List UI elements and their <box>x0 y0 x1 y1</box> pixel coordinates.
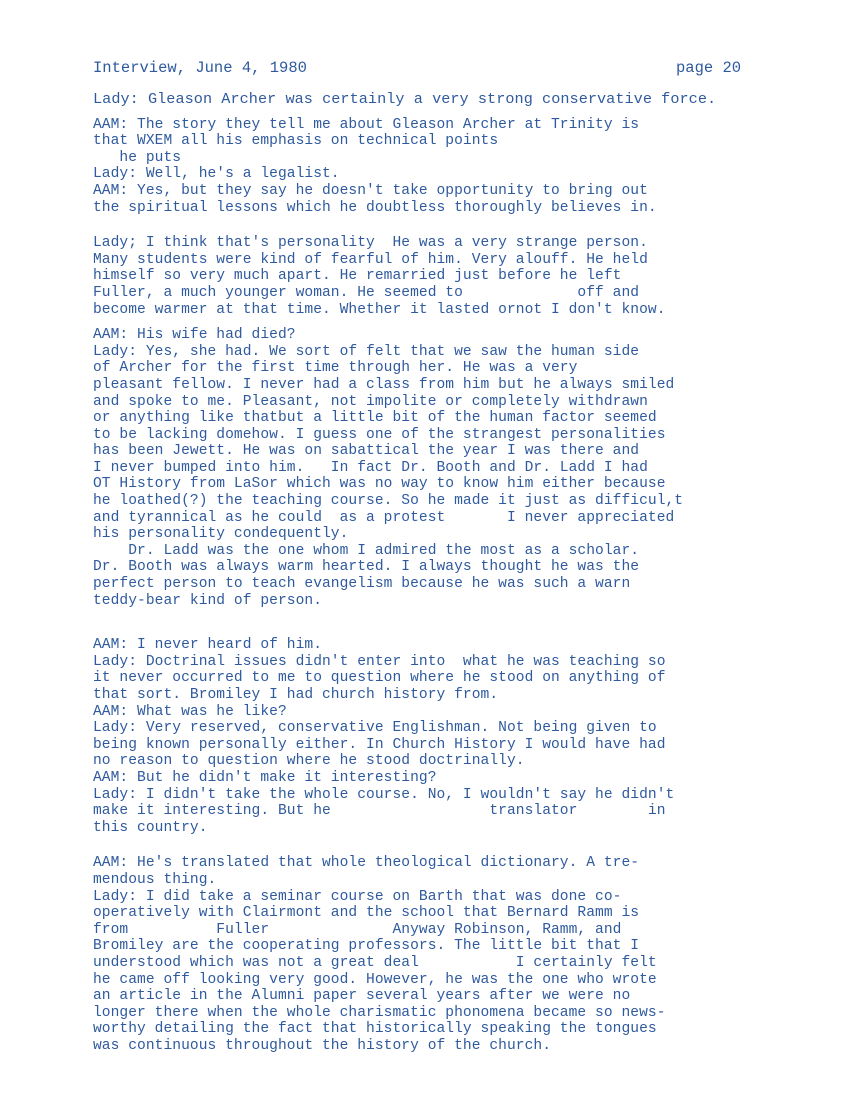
transcript-line: his personality condequently. <box>93 526 349 543</box>
transcript-paragraph <box>93 117 833 217</box>
transcript-line: he came off looking very good. However, he was the one who wrote <box>93 971 657 988</box>
paragraph-gap <box>93 108 833 117</box>
transcript-paragraph <box>93 637 833 836</box>
page-header-title: Interview, June 4, 1980 <box>93 59 307 77</box>
transcript-line: this country. <box>93 819 208 836</box>
transcript-line: it never occurred to me to question where he stood on anything of <box>93 670 666 687</box>
transcript-line: Dr. Ladd was the one whom I admired the most as a scholar. <box>93 542 640 559</box>
transcript-line: Lady; I think that's personality He was a very strange person. <box>93 235 648 252</box>
transcript-line: Lady: Well, he's a legalist. <box>93 166 340 183</box>
transcript-line: an article in the Alumni paper several years after we were no <box>93 988 631 1005</box>
transcript-line: no reason to question where he stood doctrinally. <box>93 753 525 770</box>
transcript-line: and tyrannical as he could as a protest I never appreciated <box>93 509 675 526</box>
transcript-line: longer there when the whole charismatic phonomena became so news- <box>93 1004 666 1021</box>
transcript-line: Bromiley are the cooperating professors. The little bit that I <box>93 938 640 955</box>
transcript-line: AAM: He's translated that whole theological dictionary. A tre- <box>93 855 640 872</box>
transcript-line: to be lacking domehow. I guess one of the strangest personalities <box>93 426 666 443</box>
transcript-line: operatively with Clairmont and the school that Bernard Ramm is <box>93 905 640 922</box>
transcript-line: from Fuller Anyway Robinson, Ramm, and <box>93 921 622 938</box>
transcript-line: that WXEM all his emphasis on technical points <box>93 133 499 150</box>
transcript-paragraph <box>93 855 833 1054</box>
transcript-line: perfect person to teach evangelism because he was such a warn <box>93 576 631 593</box>
transcript-line: Lady: I did take a seminar course on Barth that was done co- <box>93 888 622 905</box>
transcript-line: Lady: Doctrinal issues didn't enter into what he was teaching so <box>93 653 666 670</box>
paragraph-gap <box>93 216 833 235</box>
transcript-line: he puts <box>93 149 182 166</box>
transcript-line: AAM: The story they tell me about Gleason Archer at Trinity is <box>93 116 640 133</box>
transcript-line: or anything like thatbut a little bit of the human factor seemed <box>93 410 657 427</box>
transcript-line: worthy detailing the fact that historically speaking the tongues <box>93 1021 657 1038</box>
transcript-line: Lady: Very reserved, conservative Englishman. Not being given to <box>93 720 657 737</box>
transcript-line: himself so very much apart. He remarried just before he left <box>93 268 622 285</box>
transcript-paragraph <box>93 91 833 108</box>
transcript-line: Fuller, a much younger woman. He seemed to off and <box>93 284 640 301</box>
transcript-line: teddy-bear kind of person. <box>93 592 322 609</box>
transcript-line: AAM: What was he like? <box>93 703 287 720</box>
transcript-line: I never bumped into him. In fact Dr. Booth and Dr. Ladd I had <box>93 459 648 476</box>
transcript-line: become warmer at that time. Whether it lasted ornot I don't know. <box>93 301 666 318</box>
transcript-line: was continuous throughout the history of the church. <box>93 1037 551 1054</box>
transcript-line: AAM: I never heard of him. <box>93 637 322 654</box>
transcript-line: Lady: Gleason Archer was certainly a very strong conservative force. <box>93 91 717 108</box>
paragraph-gap <box>93 836 833 855</box>
transcript-line: AAM: But he didn't make it interesting? <box>93 769 437 786</box>
transcript-line: and spoke to me. Pleasant, not impolite or completely withdrawn <box>93 393 648 410</box>
transcript-line: that sort. Bromiley I had church history from. <box>93 687 499 703</box>
paragraph-gap <box>93 318 833 327</box>
transcript-line: he loathed(?) the teaching course. So he made it just as difficul,t <box>93 493 684 510</box>
transcript-line: make it interesting. But he translator in <box>93 803 666 820</box>
transcript-line: mendous thing. <box>93 871 217 888</box>
paragraph-gap <box>93 609 833 637</box>
transcript-line: Many students were kind of fearful of him. Very alouff. He held <box>93 251 648 268</box>
transcript-line: of Archer for the first time through her. He was a very <box>93 360 578 377</box>
transcript-line: the spiritual lessons which he doubtless thoroughly believes in. <box>93 199 657 216</box>
transcript-line: understood which was not a great deal I certainly felt <box>93 954 657 971</box>
transcript-line: AAM: His wife had died? <box>93 327 296 344</box>
transcript-paragraph <box>93 235 833 318</box>
transcript-body <box>93 91 833 1054</box>
transcript-paragraph <box>93 327 833 609</box>
transcript-line: Dr. Booth was always warm hearted. I always thought he was the <box>93 559 640 576</box>
transcript-line: OT History from LaSor which was no way to know him either because <box>93 476 666 493</box>
transcript-line: being known personally either. In Church History I would have had <box>93 736 666 753</box>
transcript-line: Lady: I didn't take the whole course. No, I wouldn't say he didn't <box>93 786 675 803</box>
transcript-line: AAM: Yes, but they say he doesn't take opportunity to bring out <box>93 182 648 199</box>
page-number: page 20 <box>676 59 742 77</box>
transcript-line: Lady: Yes, she had. We sort of felt that we saw the human side <box>93 343 640 360</box>
transcript-line: has been Jewett. He was on sabattical the year I was there and <box>93 443 640 460</box>
transcript-line: pleasant fellow. I never had a class from him but he always smiled <box>93 376 675 393</box>
